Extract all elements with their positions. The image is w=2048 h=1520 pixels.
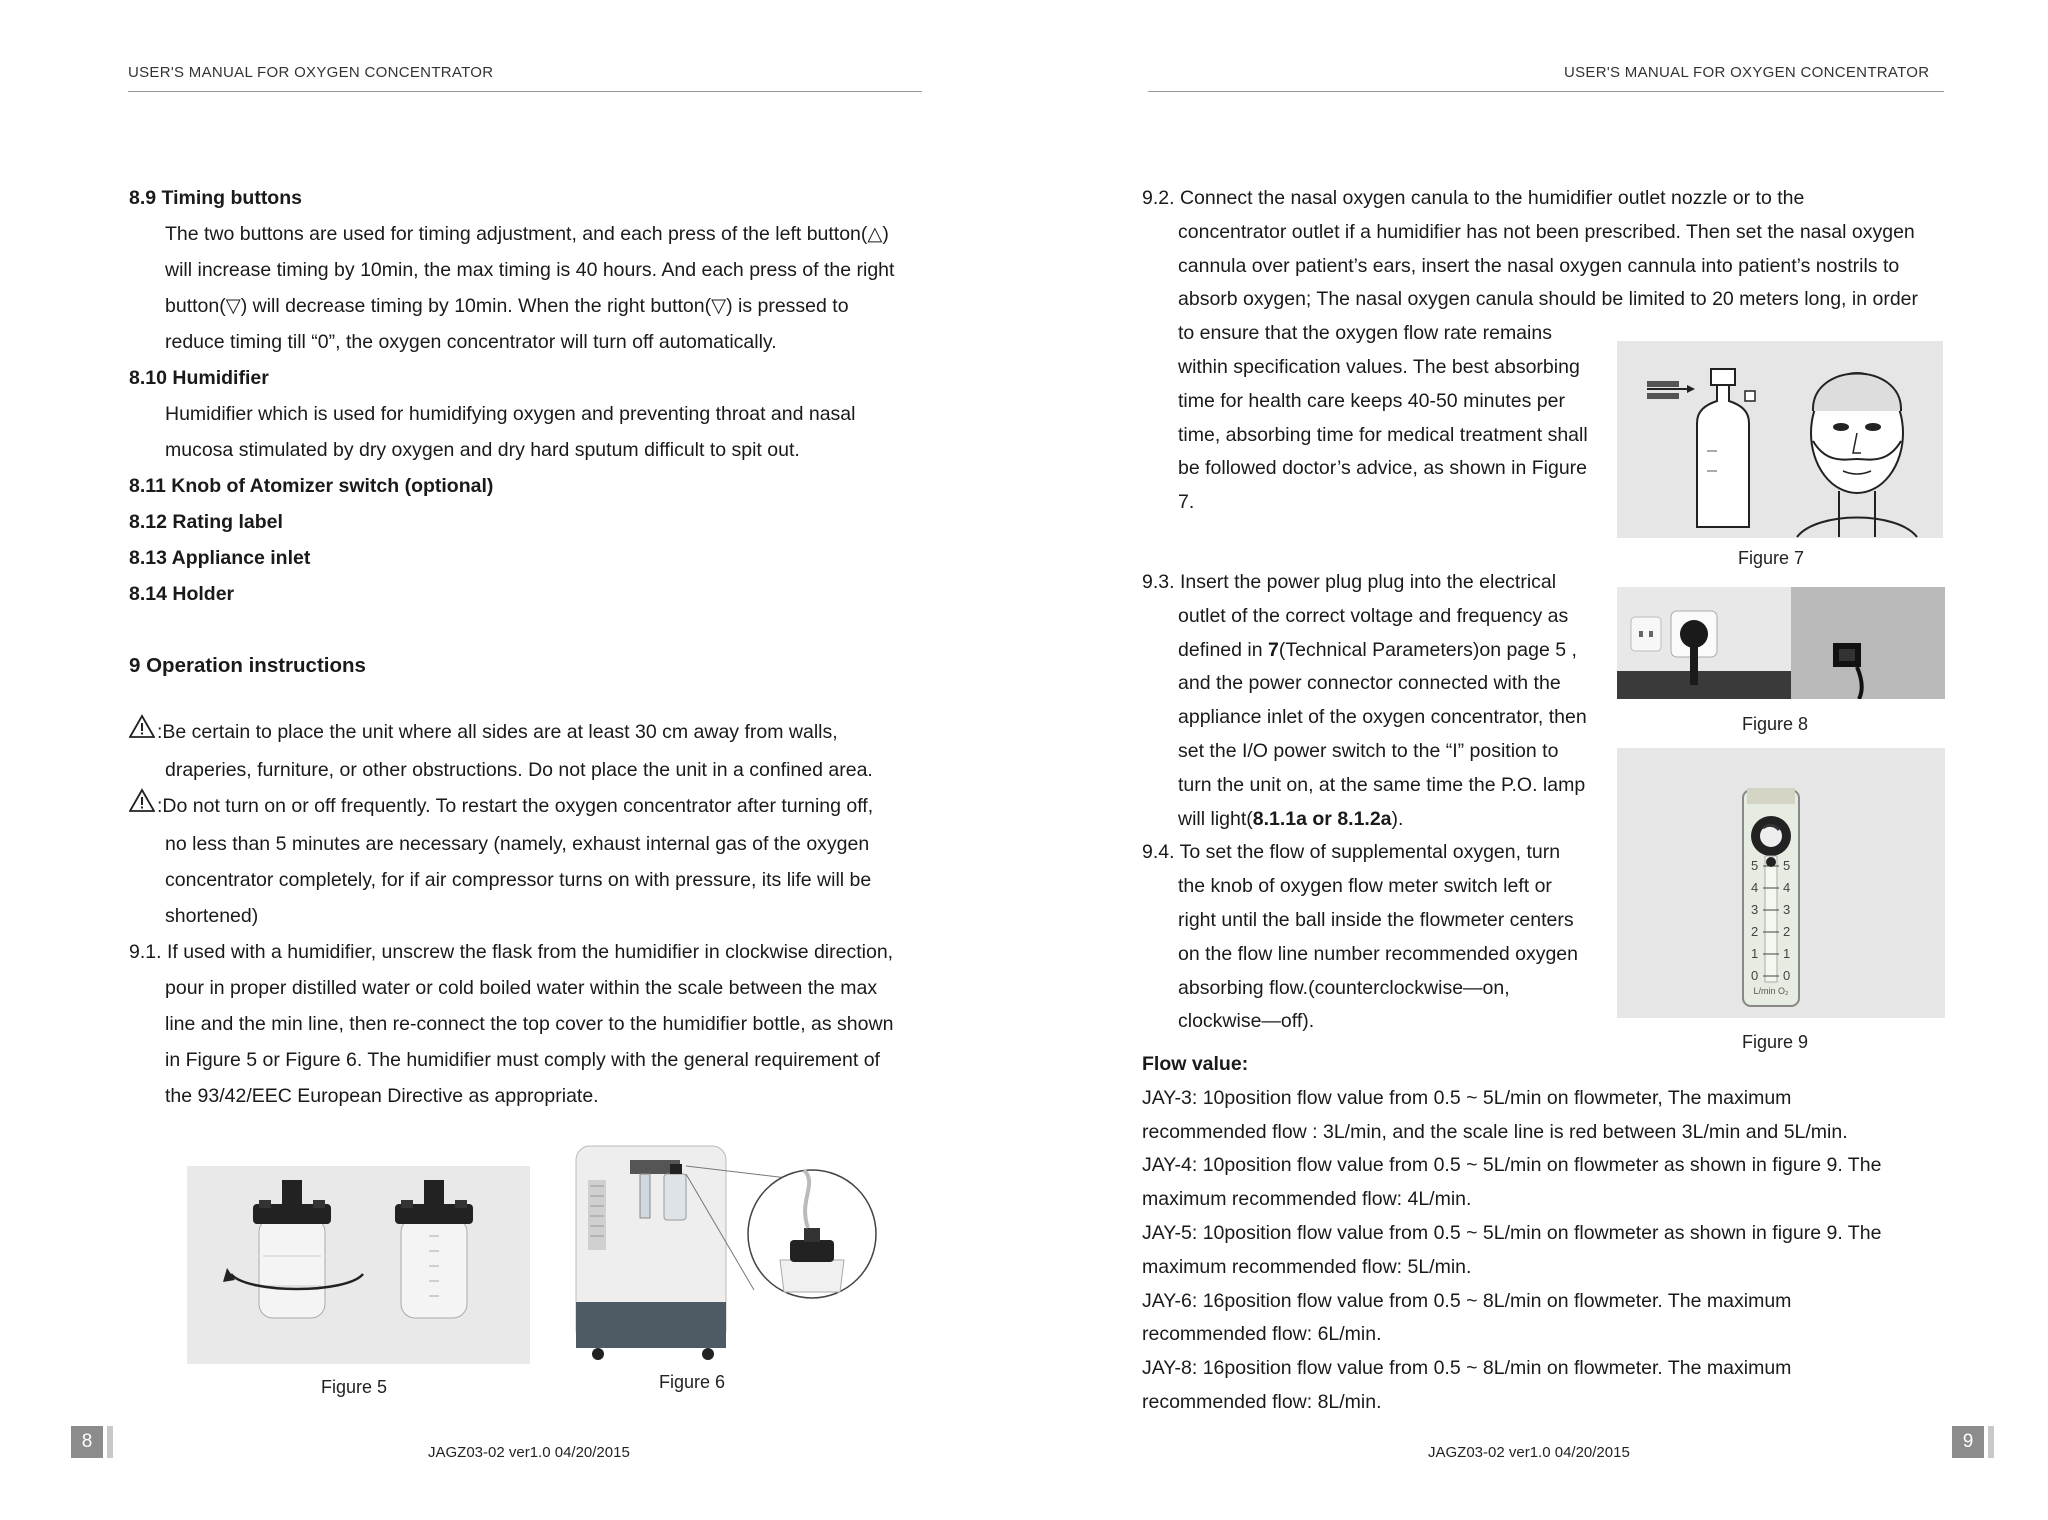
text-line: absorb oxygen; The nasal oxygen canula should be limited to 20 meters long, in order bbox=[1178, 288, 1919, 311]
section-9-3 bbox=[1142, 566, 1612, 1039]
flowmeter-scale-label: 1 bbox=[1751, 946, 1759, 961]
text-line: time, absorbing time for medical treatment shall bbox=[1178, 423, 1588, 446]
flowmeter-scale-label: 0 bbox=[1783, 968, 1791, 983]
text-line: on the flow line number recommended oxygen bbox=[1178, 942, 1578, 965]
text-span: will light( bbox=[1178, 807, 1253, 830]
flowmeter-scale-label: 0 bbox=[1751, 968, 1759, 983]
text-line: will increase timing by 10min, the max timing is 40 hours. And each press of the right bbox=[165, 259, 895, 281]
section-8-9 bbox=[129, 180, 929, 612]
figure-5-image bbox=[187, 1166, 530, 1364]
flow-value-title: Flow value: bbox=[1142, 1053, 1249, 1075]
caution-icon bbox=[129, 714, 155, 752]
figure-9-image bbox=[1617, 748, 1945, 1018]
flowmeter-scale-label: 2 bbox=[1751, 924, 1759, 939]
right-page bbox=[1024, 0, 2048, 1520]
flowmeter-scale-label: 5 bbox=[1751, 858, 1759, 873]
text-line: to ensure that the oxygen flow rate remains bbox=[1178, 322, 1552, 345]
text-line: the 93/42/EEC European Directive as appropriate. bbox=[165, 1085, 599, 1107]
text-line: and the power connector connected with the bbox=[1178, 672, 1561, 695]
section-9-title: 9 Operation instructions bbox=[129, 654, 366, 677]
text-line: within specification values. The best absorbing bbox=[1178, 355, 1580, 378]
text-line: right until the ball inside the flowmeter centers bbox=[1178, 908, 1574, 931]
humidifier-bottles-illustration bbox=[187, 1166, 530, 1364]
warning-1 bbox=[129, 714, 929, 752]
warnings bbox=[129, 714, 929, 1114]
text-line: JAY-3: 10position flow value from 0.5 ~ 5L/min on flowmeter, The maximum bbox=[1142, 1086, 1792, 1109]
figure-7-caption: Figure 7 bbox=[1738, 548, 1805, 568]
text-span-bold: 7 bbox=[1268, 638, 1279, 661]
figure-9-caption: Figure 9 bbox=[1742, 1032, 1809, 1052]
header-rule bbox=[1148, 91, 1944, 92]
text-line: recommended flow: 8L/min. bbox=[1142, 1390, 1382, 1413]
text-line: :Do not turn on or off frequently. To restart the oxygen concentrator after turning off, bbox=[157, 795, 874, 818]
page-number-bar bbox=[1988, 1426, 1994, 1458]
section-8-13-title: 8.13 Appliance inlet bbox=[129, 547, 311, 569]
section-8-12-title: 8.12 Rating label bbox=[129, 511, 283, 533]
text-line: JAY-6: 16position flow value from 0.5 ~ 8L/min on flowmeter. The maximum bbox=[1142, 1289, 1792, 1312]
text-line: outlet of the correct voltage and frequency as bbox=[1178, 604, 1569, 627]
text-line: pour in proper distilled water or cold boiled water within the scale between the max bbox=[165, 977, 878, 999]
concentrator-illustration bbox=[568, 1140, 888, 1380]
warning-2 bbox=[129, 788, 929, 826]
page-number-bar bbox=[107, 1426, 113, 1458]
figure-5-caption: Figure 5 bbox=[321, 1377, 388, 1397]
text-line: in Figure 5 or Figure 6. The humidifier must comply with the general requirement of bbox=[165, 1049, 880, 1071]
text-line: maximum recommended flow: 5L/min. bbox=[1142, 1255, 1472, 1278]
text-line: shortened) bbox=[165, 905, 259, 927]
power-outlet-illustration bbox=[1617, 587, 1945, 699]
text-line: 9.4. To set the flow of supplemental oxygen, turn bbox=[1142, 841, 1561, 864]
figure-6-caption: Figure 6 bbox=[659, 1372, 726, 1392]
text-line: time for health care keeps 40-50 minutes per bbox=[1178, 389, 1565, 412]
figure-6-image bbox=[568, 1140, 888, 1380]
flowmeter-scale-label: 5 bbox=[1783, 858, 1791, 873]
text-line: The two buttons are used for timing adjustment, and each press of the left button(△) bbox=[165, 223, 889, 245]
section-8-11-title: 8.11 Knob of Atomizer switch (optional) bbox=[129, 475, 494, 497]
text-line: be followed doctor’s advice, as shown in Figure bbox=[1178, 457, 1588, 480]
section-8-10-title: 8.10 Humidifier bbox=[129, 367, 269, 389]
flowmeter-scale-label: 3 bbox=[1751, 902, 1759, 917]
text-line: :Be certain to place the unit where all sides are at least 30 cm away from walls, bbox=[157, 721, 838, 744]
page-number: 9 bbox=[1952, 1426, 1984, 1458]
text-line: no less than 5 minutes are necessary (namely, exhaust internal gas of the oxygen bbox=[165, 833, 870, 855]
text-line: JAY-8: 16position flow value from 0.5 ~ 8L/min on flowmeter. The maximum bbox=[1142, 1357, 1792, 1380]
text-line: absorbing flow.(counterclockwise—on, bbox=[1178, 976, 1510, 999]
text-line: recommended flow : 3L/min, and the scale line is red between 3L/min and 5L/min. bbox=[1142, 1120, 1848, 1143]
text-line: set the I/O power switch to the “I” position to bbox=[1178, 739, 1559, 762]
figure-8-caption: Figure 8 bbox=[1742, 714, 1809, 734]
flowmeter-scale-label: 2 bbox=[1783, 924, 1791, 939]
text-line: 9.1. If used with a humidifier, unscrew the flask from the humidifier in clockwise direction, bbox=[129, 941, 894, 963]
text-line: button(▽) will decrease timing by 10min. When the right button(▽) is pressed to bbox=[165, 295, 849, 317]
text-span: ). bbox=[1391, 807, 1404, 830]
text-line: concentrator outlet if a humidifier has not been prescribed. Then set the nasal oxygen bbox=[1178, 220, 1915, 243]
text-line: JAY-5: 10position flow value from 0.5 ~ 5L/min on flowmeter as shown in figure 9. The bbox=[1142, 1221, 1882, 1244]
page-header-left: USER'S MANUAL FOR OXYGEN CONCENTRATOR bbox=[128, 64, 494, 81]
text-span: (Technical Parameters)on page 5 , bbox=[1278, 638, 1577, 661]
text-line: 9.2. Connect the nasal oxygen canula to the humidifier outlet nozzle or to the bbox=[1142, 187, 1805, 209]
section-8-14-title: 8.14 Holder bbox=[129, 583, 235, 605]
text-span: defined in bbox=[1178, 638, 1268, 661]
text-line: turn the unit on, at the same time the P.O. lamp bbox=[1178, 773, 1586, 796]
text-line: mucosa stimulated by dry oxygen and dry hard sputum difficult to spit out. bbox=[165, 439, 800, 461]
text-line: appliance inlet of the oxygen concentrator, then bbox=[1178, 706, 1587, 729]
flowmeter-unit-label: L/min O₂ bbox=[1753, 986, 1789, 996]
figure-8-image bbox=[1617, 587, 1945, 699]
flowmeter-scale-label: 3 bbox=[1783, 902, 1791, 917]
page-footer: JAGZ03-02 ver1.0 04/20/2015 bbox=[1428, 1444, 1630, 1461]
text-line: 7. bbox=[1178, 491, 1195, 514]
header-rule bbox=[128, 91, 922, 92]
flowmeter-illustration bbox=[1617, 748, 1945, 1018]
text-line: the knob of oxygen flow meter switch left or bbox=[1178, 875, 1552, 898]
flowmeter-scale-label: 1 bbox=[1783, 946, 1791, 961]
flowmeter-scale-label: 4 bbox=[1751, 880, 1759, 895]
text-span-bold: 8.1.1a or 8.1.2a bbox=[1252, 807, 1392, 830]
section-8-9-title: 8.9 Timing buttons bbox=[129, 187, 302, 209]
text-line bbox=[1142, 803, 1612, 837]
text-line: 9.3. Insert the power plug plug into the electrical bbox=[1142, 571, 1557, 593]
page-header-right: USER'S MANUAL FOR OXYGEN CONCENTRATOR bbox=[1564, 64, 1930, 81]
flow-value-section bbox=[1142, 1048, 2002, 1420]
patient-nasal-cannula-illustration bbox=[1617, 341, 1943, 538]
page-footer: JAGZ03-02 ver1.0 04/20/2015 bbox=[428, 1444, 630, 1461]
text-line: recommended flow: 6L/min. bbox=[1142, 1323, 1382, 1346]
caution-icon bbox=[129, 788, 155, 826]
text-line: concentrator completely, for if air compressor turns on with pressure, its life will be bbox=[165, 869, 872, 891]
text-line: reduce timing till “0”, the oxygen concentrator will turn off automatically. bbox=[165, 331, 777, 353]
text-line: clockwise—off). bbox=[1178, 1010, 1315, 1033]
text-line bbox=[1142, 634, 1612, 668]
text-line: draperies, furniture, or other obstructions. Do not place the unit in a confined area. bbox=[165, 759, 873, 781]
text-line: cannula over patient’s ears, insert the nasal oxygen cannula into patient’s nostrils to bbox=[1178, 254, 1900, 277]
text-line: maximum recommended flow: 4L/min. bbox=[1142, 1188, 1472, 1211]
text-line: line and the min line, then re-connect the top cover to the humidifier bottle, as shown bbox=[165, 1013, 894, 1035]
page-number: 8 bbox=[71, 1426, 103, 1458]
figure-7-image bbox=[1617, 341, 1943, 538]
text-line: Humidifier which is used for humidifying oxygen and preventing throat and nasal bbox=[165, 403, 856, 425]
flowmeter-scale-label: 4 bbox=[1783, 880, 1791, 895]
text-line: JAY-4: 10position flow value from 0.5 ~ 5L/min on flowmeter as shown in figure 9. The bbox=[1142, 1154, 1882, 1177]
